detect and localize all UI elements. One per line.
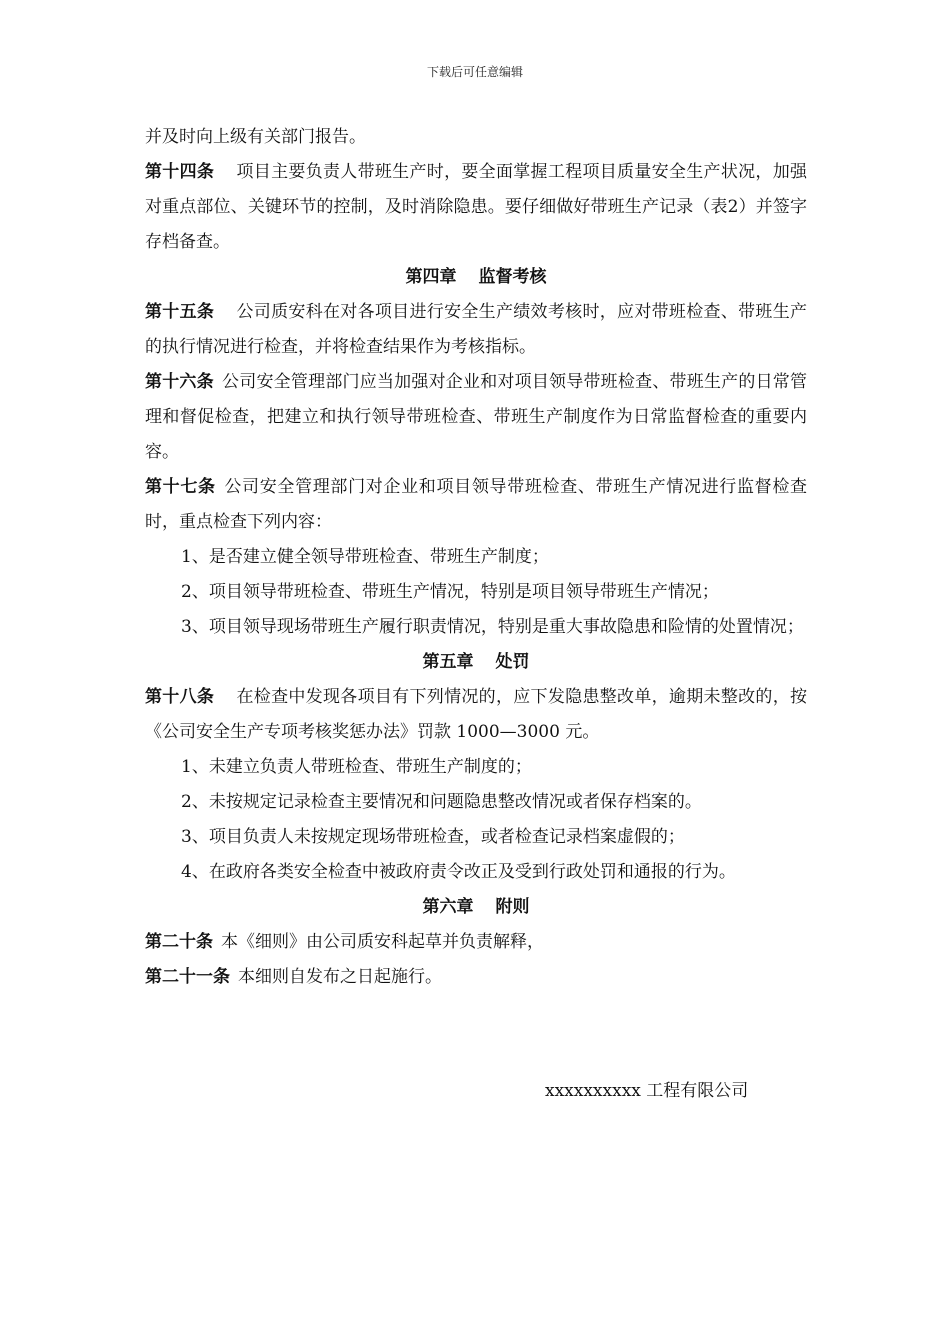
chapter-4-heading <box>145 260 807 295</box>
article-label: 第十七条 <box>145 477 216 497</box>
article-label: 第十五条 <box>145 302 215 322</box>
article-20 <box>145 925 807 960</box>
article-label: 第二十条 <box>145 932 213 952</box>
page-header-note: 下载后可任意编辑 <box>426 65 523 79</box>
chapter-number: 第六章 <box>422 897 474 917</box>
list-item: 1、未建立负责人带班检查、带班生产制度的； <box>181 757 532 777</box>
article-text: 在检查中发现各项目有下列情况的，应下发隐患整改单，逾期未整改的，按《公司安全生产专项考核奖惩办法》罚款 1000—3000 元。 <box>145 687 808 742</box>
chapter-title: 处罚 <box>495 652 530 672</box>
article-text: 本《细则》由公司质安科起草并负责解释， <box>221 932 544 952</box>
article-label: 第十六条 <box>145 372 214 392</box>
list-item: 2、项目领导带班检查、带班生产情况，特别是项目领导带班生产情况； <box>181 582 719 602</box>
document-body <box>145 120 807 995</box>
list-item: 1、是否建立健全领导带班检查、带班生产制度； <box>181 547 549 567</box>
list-item: 3、项目领导现场带班生产履行职责情况，特别是重大事故隐患和险情的处置情况； <box>181 617 804 637</box>
article-14 <box>145 155 807 260</box>
article-18 <box>145 680 807 750</box>
article-label: 第十八条 <box>145 687 215 707</box>
company-signature: xxxxxxxxxx 工程有限公司 <box>545 1081 749 1101</box>
article-label: 第十四条 <box>145 162 215 182</box>
article-text: 公司安全管理部门对企业和项目领导带班检查、带班生产情况进行监督检查时，重点检查下列内容： <box>145 477 807 532</box>
article-text: 公司安全管理部门应当加强对企业和对项目领导带班检查、带班生产的日常管理和督促检查，把建立和执行领导带班检查、带班生产制度作为日常监督检查的重要内容。 <box>145 372 808 462</box>
list-item: 3、项目负责人未按规定现场带班检查，或者检查记录档案虚假的； <box>181 827 685 847</box>
article-label: 第二十一条 <box>145 967 230 987</box>
chapter-title: 监督考核 <box>478 267 547 287</box>
list-item: 2、未按规定记录检查主要情况和问题隐患整改情况或者保存档案的。 <box>181 792 702 812</box>
article-text: 本细则自发布之日起施行。 <box>238 967 442 987</box>
article-17 <box>145 470 807 540</box>
article-16 <box>145 365 807 470</box>
article-text: 公司质安科在对各项目进行安全生产绩效考核时，应对带班检查、带班生产的执行情况进行检查，并将检查结果作为考核指标。 <box>145 302 808 357</box>
paragraph-continuation: 并及时向上级有关部门报告。 <box>145 127 366 147</box>
chapter-number: 第五章 <box>422 652 474 672</box>
article-15 <box>145 295 807 365</box>
article-text: 项目主要负责人带班生产时，要全面掌握工程项目质量安全生产状况，加强对重点部位、关键环节的控制，及时消除隐患。要仔细做好带班生产记录（表2）并签字存档备查。 <box>145 162 808 252</box>
article-21 <box>145 960 807 995</box>
list-item: 4、在政府各类安全检查中被政府责令改正及受到行政处罚和通报的行为。 <box>181 862 736 882</box>
chapter-number: 第四章 <box>405 267 457 287</box>
chapter-title: 附则 <box>495 897 530 917</box>
chapter-6-heading <box>145 890 807 925</box>
chapter-5-heading <box>145 645 807 680</box>
